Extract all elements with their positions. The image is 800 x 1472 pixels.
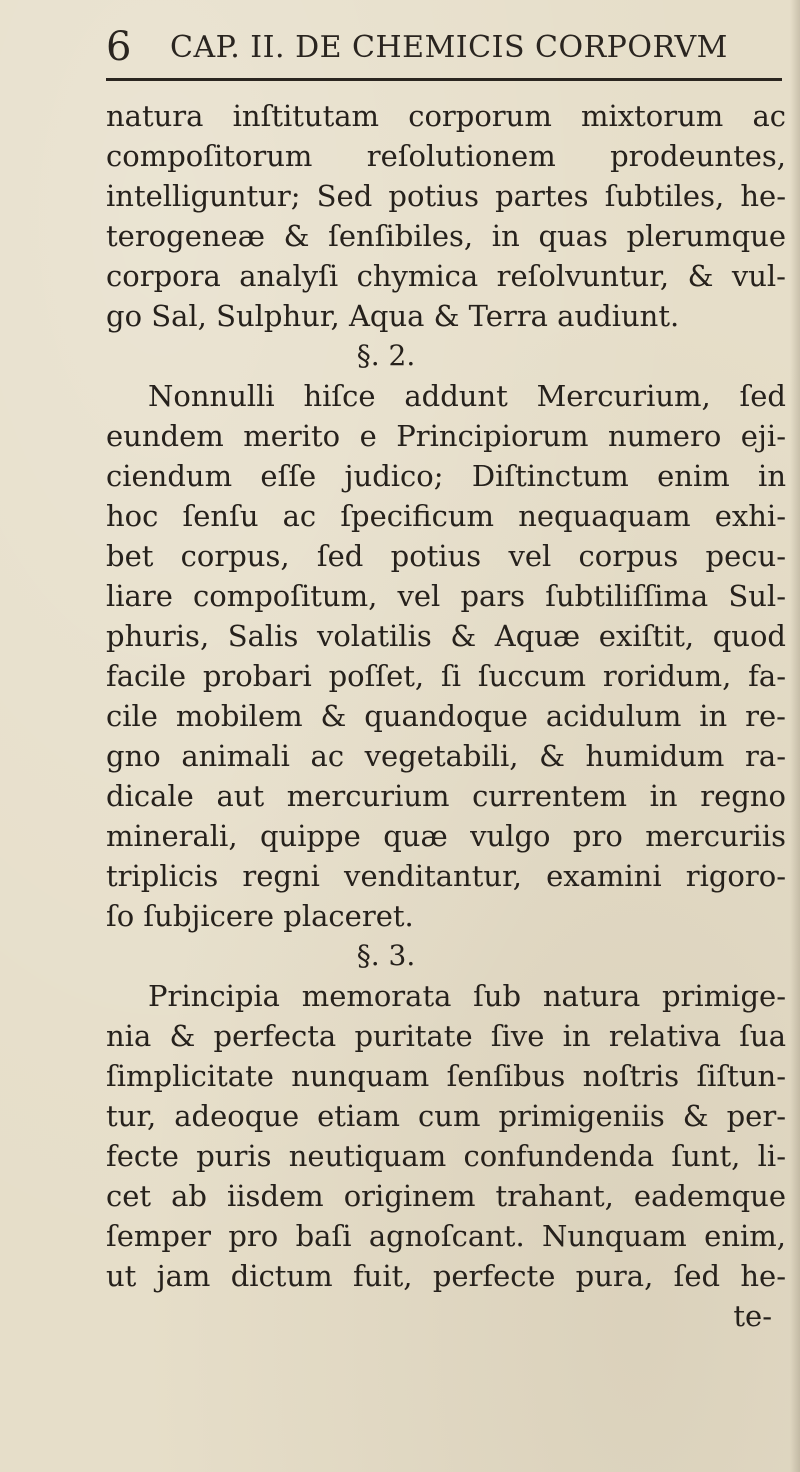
text-line: cet ab iisdem originem trahant, eademque (106, 1179, 786, 1213)
text-line: bet corpus, ſed potius vel corpus pecu- (106, 539, 786, 573)
text-line: nia & perfecta puritate ſive in relativa ſua (106, 1019, 786, 1053)
text-line: gno animali ac vegetabili, & humidum ra- (106, 739, 786, 773)
section-heading-2: §. 2. (356, 339, 416, 372)
text-line: ciendum eſſe judico; Diſtinctum enim in (106, 459, 786, 493)
text-line: facile probari poſſet, ſi ſuccum roridum, fa- (106, 659, 786, 693)
text-line: natura inſtitutam corporum mixtorum ac (106, 99, 786, 133)
paragraph-3 (106, 976, 786, 1296)
text-line: tur, adeoque etiam cum primigeniis & per- (106, 1099, 786, 1133)
text-line: hoc ſenſu ac ſpecificum nequaquam exhi- (106, 499, 786, 533)
text-line: ſimplicitate nunquam ſenſibus noſtris ſiſtun- (106, 1059, 786, 1093)
text-line: ſemper pro baſi agnoſcant. Nunquam enim, (106, 1219, 786, 1253)
text-line: eundem merito e Principiorum numero eji- (106, 419, 786, 453)
running-head (106, 22, 746, 72)
header-rule (106, 78, 782, 81)
text-line: cile mobilem & quandoque acidulum in re- (106, 699, 786, 733)
paragraph-1 (106, 96, 786, 336)
text-line: minerali, quippe quæ vulgo pro mercuriis (106, 819, 786, 853)
text-line: phuris, Salis volatilis & Aquæ exiſtit, quod (106, 619, 786, 653)
running-head-title: CAP. II. DE CHEMICIS CORPORVM (170, 30, 728, 65)
text-line: Principia memorata ſub natura primige- (148, 979, 786, 1013)
page-edge-shadow (790, 0, 800, 1472)
text-line: Nonnulli hiſce addunt Mercurium, ſed (148, 379, 786, 413)
body-text (106, 96, 786, 1336)
page-number: 6 (106, 24, 132, 70)
text-line: go Sal, Sulphur, Aqua & Terra audiunt. (106, 299, 680, 333)
text-line: ſo ſubjicere placeret. (106, 899, 414, 933)
catchword: te- (733, 1299, 772, 1333)
text-line: ut jam dictum fuit, perfecte pura, ſed he- (106, 1259, 786, 1293)
section-heading-3: §. 3. (356, 939, 416, 972)
text-line: fecte puris neutiquam confundenda ſunt, li- (106, 1139, 786, 1173)
text-line: intelliguntur; Sed potius partes ſubtiles, he- (106, 179, 786, 213)
text-line: corpora analyſi chymica reſolvuntur, & vul- (106, 259, 786, 293)
text-line: terogeneæ & ſenſibiles, in quas plerumque (106, 219, 786, 253)
text-line: compoſitorum reſolutionem prodeuntes, (106, 139, 786, 173)
text-line: dicale aut mercurium currentem in regno (106, 779, 786, 813)
text-line: liare compoſitum, vel pars ſubtiliſſima Sul- (106, 579, 786, 613)
paragraph-2 (106, 376, 786, 936)
text-line: triplicis regni venditantur, examini rigoro- (106, 859, 786, 893)
